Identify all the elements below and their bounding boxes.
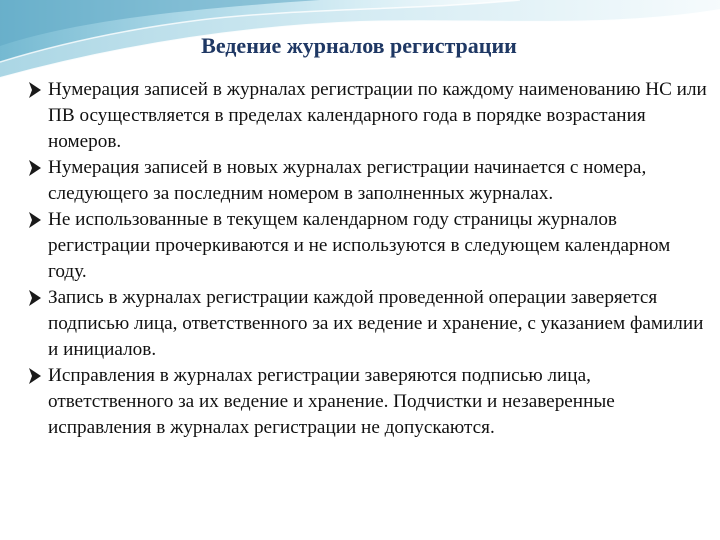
bullet-list [28, 77, 708, 441]
slide-title-text: Ведение журналов регистрации [201, 33, 517, 58]
bullet-text: Не использованные в текущем календарном году страницы журналов регистрации прочеркиваются и не используются в следующем календарном году. [48, 209, 671, 282]
arrowhead-bullet-icon [28, 159, 42, 177]
arrowhead-bullet-icon [28, 289, 42, 307]
bullet-item [28, 77, 708, 155]
slide-title [0, 33, 720, 59]
bullet-item [28, 285, 708, 363]
bullet-text: Нумерация записей в новых журналах регистрации начинается с номера, следующего за последним номером в заполненных журналах. [48, 157, 647, 204]
bullet-item [28, 155, 708, 207]
bullet-text: Исправления в журналах регистрации заверяются подписью лица, ответственного за их ведение и хранение. Подчистки и незаверенные исправления в журналах регистрации не допускаются. [48, 365, 615, 438]
bullet-text: Нумерация записей в журналах регистрации по каждому наименованию НС или ПВ осуществляется в пределах календарного года в порядке возрастания номеров. [48, 79, 707, 152]
bullet-item [28, 363, 708, 441]
bullet-item [28, 207, 708, 285]
arrowhead-bullet-icon [28, 211, 42, 229]
arrowhead-bullet-icon [28, 81, 42, 99]
arrowhead-bullet-icon [28, 367, 42, 385]
bullet-text: Запись в журналах регистрации каждой проведенной операции заверяется подписью лица, ответственного за их ведение и хранение, с указанием фамилии и инициалов. [48, 287, 704, 360]
